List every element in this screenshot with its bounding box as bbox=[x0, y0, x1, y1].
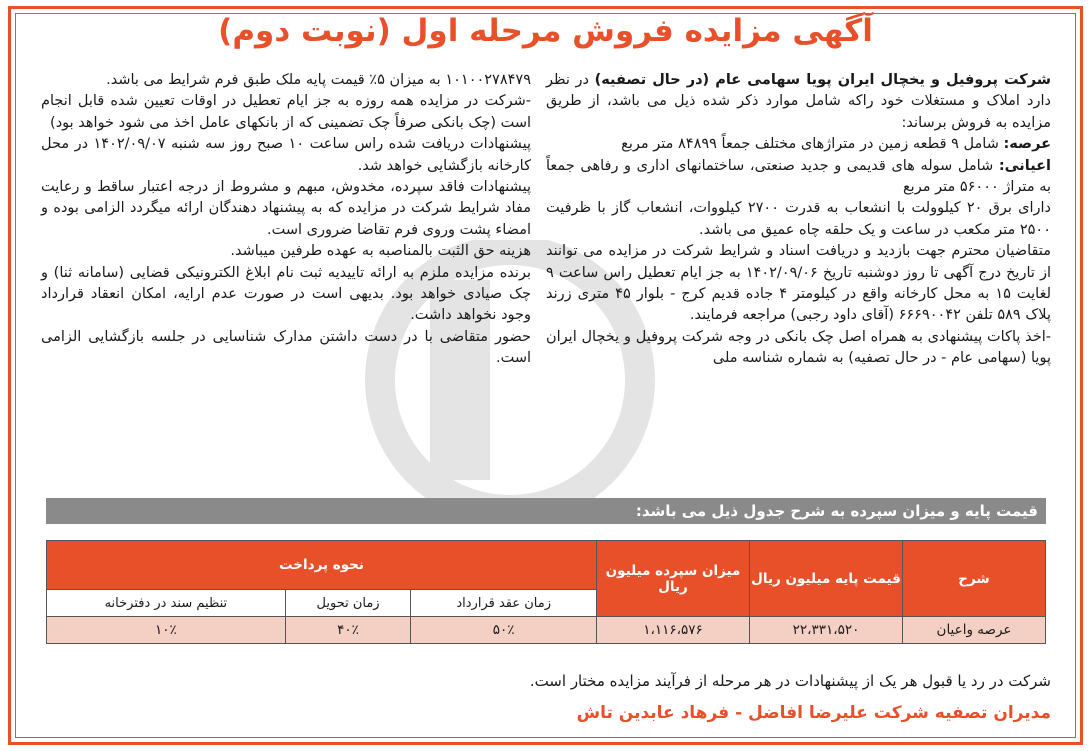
header-payment: نحوه پرداخت bbox=[47, 541, 597, 590]
opening-paragraph: پیشنهادات دریافت شده راس ساعت ۱۰ صبح روز سه شنبه ۱۴۰۲/۰۹/۰۷ در محل کارخانه بازگشایی خواهد شد. bbox=[41, 136, 531, 174]
arse-paragraph bbox=[546, 134, 1051, 155]
cell-notary: ۱۰٪ bbox=[47, 617, 286, 644]
company-name: شرکت پروفیل و یخچال ایران پویا سهامی عام (در حال تصفیه) bbox=[594, 72, 1052, 88]
header-contract: زمان عقد قرارداد bbox=[411, 590, 597, 617]
table-header-row bbox=[47, 541, 1046, 590]
intro-rest: در نظر دارد املاک و مستغلات خود راکه شامل موارد ذکر شده ذیل می باشد، از طریق مزایده به فروش برساند: bbox=[546, 72, 1051, 131]
cell-delivery: ۴۰٪ bbox=[285, 617, 411, 644]
left-column bbox=[41, 70, 531, 370]
ayani-paragraph bbox=[546, 156, 1051, 199]
fee-paragraph: هزینه حق الثبت بالمناصبه به عهده طرفین میباشد. bbox=[230, 243, 531, 260]
signature: مدیران تصفیه شرکت علیرضا افاضل - فرهاد عابدین تاش bbox=[576, 703, 1051, 723]
header-deposit: میزان سپرده میلیون ریال bbox=[597, 541, 750, 617]
invalid-paragraph: پیشنهادات فاقد سپرده، مخدوش، مبهم و مشروط از درجه اعتبار ساقط و رعایت مفاد شرایط شرکت در مزایده که به پیشنهاد دهندگان ارائه میگردد الزامی بوده و امضاء پشت وروی فرم تقاضا ضروری است. bbox=[41, 179, 531, 238]
table-row bbox=[47, 617, 1046, 644]
intro-paragraph bbox=[546, 70, 1051, 134]
header-desc: شرح bbox=[903, 541, 1046, 617]
presence-paragraph: حضور متقاضی با در دست داشتن مدارک شناسایی در جلسه بازگشایی الزامی است. bbox=[41, 328, 531, 367]
check-paragraph: -اخذ پاکات پیشنهادی به همراه اصل چک بانکی در وجه شرکت پروفیل و یخچال ایران پویا (سهامی عام - در حال تصفیه) به شماره شناسه ملی bbox=[546, 328, 1051, 367]
section-header: قیمت پایه و میزان سپرده به شرح جدول ذیل می باشد: bbox=[46, 498, 1046, 524]
header-base: قیمت پایه میلیون ریال bbox=[750, 541, 903, 617]
cell-base: ۲۲،۳۳۱،۵۲۰ bbox=[750, 617, 903, 644]
header-notary: تنظیم سند در دفترخانه bbox=[47, 590, 286, 617]
header-delivery: زمان تحویل bbox=[285, 590, 411, 617]
cell-deposit: ۱،۱۱۶،۵۷۶ bbox=[597, 617, 750, 644]
price-table bbox=[46, 540, 1046, 644]
national-id-paragraph: ۱۰۱۰۰۲۷۸۴۷۹ به میزان ۵٪ قیمت پایه ملک طبق فرم شرایط می باشد. bbox=[106, 72, 531, 88]
right-column bbox=[546, 70, 1051, 370]
footer-text: شرکت در رد یا قبول هر یک از پیشنهادات در هر مرحله از فرآیند مزایده مختار است. bbox=[529, 672, 1051, 690]
ayani-label: اعیانی: bbox=[998, 157, 1051, 174]
facilities-paragraph: دارای برق ۲۰ کیلوولت با انشعاب به قدرت ۲۷۰۰ کیلووات، انشعاب گاز با ظرفیت ۲۵۰۰ متر مکعب در ساعت و یک حلقه چاه عمیق می باشد. bbox=[546, 200, 1052, 238]
cell-desc: عرصه واعیان bbox=[903, 617, 1046, 644]
winner-paragraph: برنده مزایده ملزم به ارائه تاییدیه ثبت نام ابلاغ الکترونیکی قضایی (سامانه ثنا) و چک صیادی خواهد بود. بدیهی است در صورت عدم ارایه، امکان انعقاد قرارداد وجود نخواهد داشت. bbox=[41, 264, 531, 324]
arse-label: عرصه: bbox=[1003, 136, 1051, 153]
cell-contract: ۵۰٪ bbox=[411, 617, 597, 644]
ayani-text: شامل سوله های قدیمی و جدید صنعتی، ساختمانهای اداری و رفاهی جمعاً به متراژ ۵۶۰۰۰ متر مربع bbox=[546, 157, 1051, 196]
visit-paragraph: متقاضیان محترم جهت بازدید و دریافت اسناد و شرایط شرکت در مزایده می توانند از تاریخ درج آگهی تا روز دوشنبه تاریخ ۱۴۰۲/۰۹/۰۶ به جز ایام تعطیل راس ساعت ۹ لغایت ۱۵ به محل کارخانه واقع در کیلومتر ۴ جاده قدیم کرج - بلوار ۴۵ متری زرند پلاک ۵۸۹ تلفن ۶۶۶۹۰۰۴۲ (آقای داود رجبی) مراجعه فرمایند. bbox=[546, 243, 1052, 324]
ad-title: آگهی مزایده فروش مرحله اول (نوبت دوم) bbox=[218, 13, 873, 49]
arse-text: شامل ۹ قطعه زمین در متراژهای مختلف جمعاً ۸۴۸۹۹ متر مربع bbox=[621, 136, 1004, 153]
daily-paragraph: -شرکت در مزایده همه روزه به جز ایام تعطیل در اوقات تعیین شده قابل انجام است (چک بانکی صرفاً چک تضمینی که از بانکهای عامل اخذ می شود خواهد بود) bbox=[41, 93, 531, 131]
